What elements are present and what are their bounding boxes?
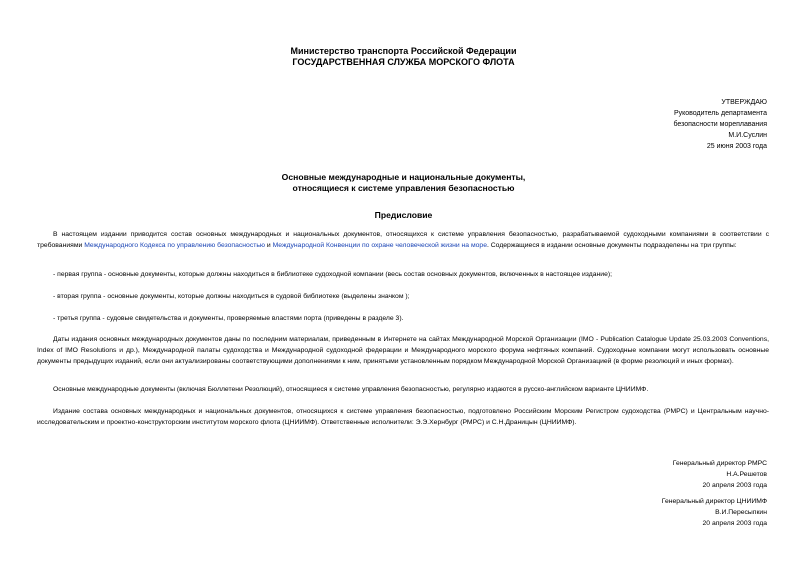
approval-word: УТВЕРЖДАЮ (721, 99, 767, 106)
document-header (0, 46, 807, 68)
solas-convention-link[interactable]: Международной Конвенции по охране человеческой жизни на море (272, 242, 487, 249)
group-item-1 (37, 269, 769, 280)
service-name: ГОСУДАРСТВЕННАЯ СЛУЖБА МОРСКОГО ФЛОТА (292, 57, 515, 67)
approval-name: М.И.Суслин (728, 132, 767, 139)
group-item-2 (37, 291, 769, 302)
bulletins-paragraph-text: Основные международные документы (включая Бюллетени Резолюций), относящиеся к системе управления безопасностью, регулярно издаются в русско-английском варианте ЦНИИМФ. (53, 386, 649, 393)
group-2-text: - вторая группа - основные документы, которые должны находиться в судовой библиотеке (выделены значком ); (53, 293, 410, 300)
ministry-name: Министерство транспорта Российской Федерации (290, 46, 517, 56)
intro-text-1: В настоящем издании приводится состав основных международных и национальных документов, относящихся к системе управления безопасностью, разрабатываемой судоходными компаниями в соответствии с требованиями (37, 231, 769, 249)
approval-line2: безопасности мореплавания (673, 121, 767, 128)
signature-name: Н.А.Решетов (726, 471, 767, 478)
title-line2: относящиеся к системе управления безопасностью (292, 183, 515, 193)
approval-line1: Руководитель департамента (673, 110, 767, 117)
signature-name: В.И.Пересыпкин (715, 509, 767, 516)
authors-paragraph-text: Издание состава основных международных и национальных документов, относящихся к системе управления безопасностью, подготовлено Российским Морским Регистром судоходства (РМРС) и Центральным научно-исследовательским и проектно-конструкторским институтом морского флота (ЦНИИМФ). Ответственные исполнители: Э.Э.Хернбург (РМРС) и С.Н.Драницын (ЦНИИМФ). (37, 408, 769, 426)
intro-text-2: и (264, 242, 273, 249)
document-title (0, 172, 807, 194)
approval-date: 25 июня 2003 года (706, 143, 767, 150)
signature-date: 20 апреля 2003 года (702, 520, 767, 527)
group-3-text: - третья группа - судовые свидетельства и документы, проверяемые властями порта (приведены в разделе 3). (53, 315, 404, 322)
signature-date: 20 апреля 2003 года (702, 482, 767, 489)
ism-code-link[interactable]: Международного Кодекса по управлению безопасностью (84, 242, 265, 249)
group-item-3 (37, 313, 769, 324)
group-1-text: - первая группа - основные документы, которые должны находиться в библиотеке судоходной компании (весь состав основных документов, включенных в настоящее издание); (53, 271, 613, 278)
intro-text-3: . Содержащиеся в издании основные документы подразделены на три группы: (487, 242, 737, 249)
authors-paragraph (37, 406, 769, 428)
signature-cniimf (662, 496, 767, 529)
dates-paragraph-text: Даты издания основных международных документов даны по последним материалам, приведенным в Интернете на сайтах Международной Морской Организации (IMO - Publication Catalogue Update 25.03.2003 Conventions, Index of IMO Resolutions и др.), Международной палаты судоходства и Международной судоходной федерации и Международного морского форума нефтяных компаний. Судоходные компании могут использовать основные документы предыдущих изданий, если они актуализированы соответствующими дополнениями к ним, принятыми установленным порядком Международной Морской Организацией (в форме резолюций и иных формах). (37, 336, 769, 365)
dates-paragraph (37, 334, 769, 367)
signature-position: Генеральный директор ЦНИИМФ (661, 498, 767, 505)
preface-heading: Предисловие (374, 210, 433, 220)
bulletins-paragraph (37, 384, 769, 395)
signature-rmrs (673, 458, 767, 491)
title-line1: Основные международные и национальные документы, (281, 172, 526, 182)
intro-paragraph (37, 229, 769, 251)
approval-block (673, 97, 767, 152)
signature-position: Генеральный директор РМРС (672, 460, 767, 467)
